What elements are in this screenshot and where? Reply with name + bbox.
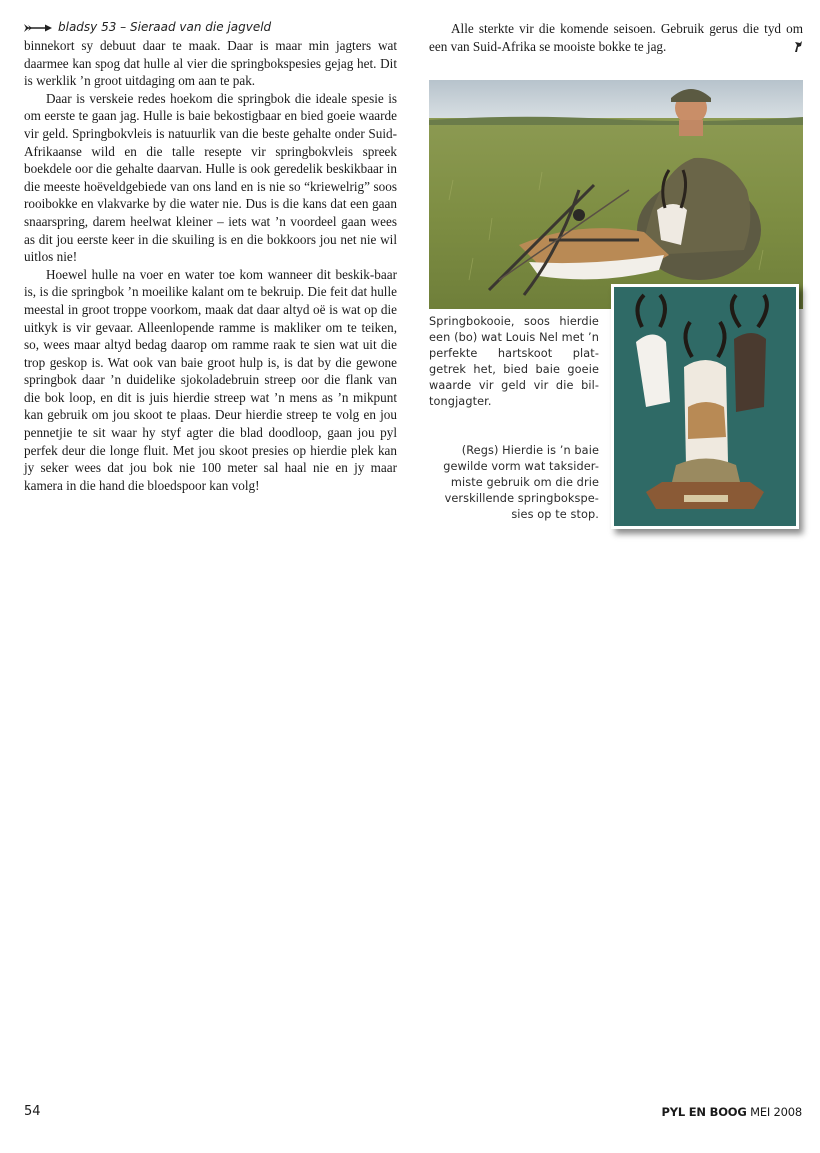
magazine-footer (661, 1105, 802, 1119)
header-label: bladsy 53 – Sieraad van die jagveld (58, 20, 272, 34)
page-number: 54 (24, 1104, 41, 1119)
magazine-brand: PYL EN BOOG (661, 1105, 747, 1119)
closing-paragraph: Alle sterkte vir die komende seisoen. Gebruik gerus die tyd om een van Suid-Afrika se mooiste bokke te jag. (429, 21, 803, 54)
springbok-mount-photo (611, 284, 799, 529)
running-header (24, 20, 399, 34)
hunter-photo-caption: Springbokooie, soos hierdie een (bo) wat Louis Nel met ’n perfekte hartskoot plat-getrek het, bied baie goeie waarde vir geld vir die bil-tongjagter. (429, 315, 599, 408)
hunter-with-springbok-photo (429, 80, 803, 309)
issue-date: MEI 2008 (750, 1105, 802, 1119)
arrow-logo-icon (24, 22, 52, 32)
mount-photo-caption: (Regs) Hierdie is ’n baie gewilde vorm wat taksider-miste gebruik om die drie verskillende springbokspe-sies op te stop. (443, 444, 599, 521)
article-paragraph-2: Daar is verskeie redes hoekom die springbok die ideale spesie is om eerste te gaan jag. Hulle is baie bekostigbaar en bied goeie waarde vir geld. Springbokvleis is natuurlik van die beste gehalte onder Suid-Afrikaanse wild en die talle resepte vir springbokvleis spreek boekdele oor die gehalte daarvan. Hulle is ook geredelik beskikbaar in die meeste hoëveldgebiede van ons land en is nie so “kriewelrig” soos rooibokke en vlakvarke by die water nie. Dus is die kans dat een gaan snaarspring, darem heelwat kleiner – iets wat ’n voordeel gaan wees as dit jou eerste keer in die skuiling is en die bokkoors jou net nie wil uitlos nie! (24, 90, 397, 265)
end-of-article-icon (793, 41, 803, 59)
left-article-column (24, 37, 397, 494)
right-article-column (429, 20, 803, 55)
article-paragraph-1: binnekort sy debuut daar te maak. Daar is maar min jagters wat daarmee kan spog dat hulle al vier die springbokspesies gejag het. Dit is werklik ’n groot uitdaging om aan te pak. (24, 38, 397, 89)
article-paragraph-3: Hoewel hulle na voer en water toe kom wanneer dit beskik-baar is, is die springbok ’n moeilike kalant om te bekruip. Die feit dat hulle meestal in groot troppe voorkom, maak dat daar altyd oë is wat op die uitkyk is vir gevaar. Alleenlopende ramme is makliker om te teiken, so, wees maar altyd bedag daarop om ramme raak te sien wat uit die trop geskop is. Wat ook van baie groot hulp is, is dat by die gewone springbok daar ’n duidelike sjokoladebruin streep oor die flank van die bok loop, en dit is juis hierdie streep wat ’n mens as ’n mikpunt kan gebruik om jou skoot te plaas. Deur hierdie streep te volg en jou pennetjie te sit waar hy styf agter die blad doodloop, gaan jou pyl perfek deur die longe fluit. Met jou skoot presies op hierdie plek kan jy seker wees dat jou bok nie 100 meter sal haal nie en jy maar kamera in die hand die bloedspoor kan volg! (24, 266, 397, 493)
